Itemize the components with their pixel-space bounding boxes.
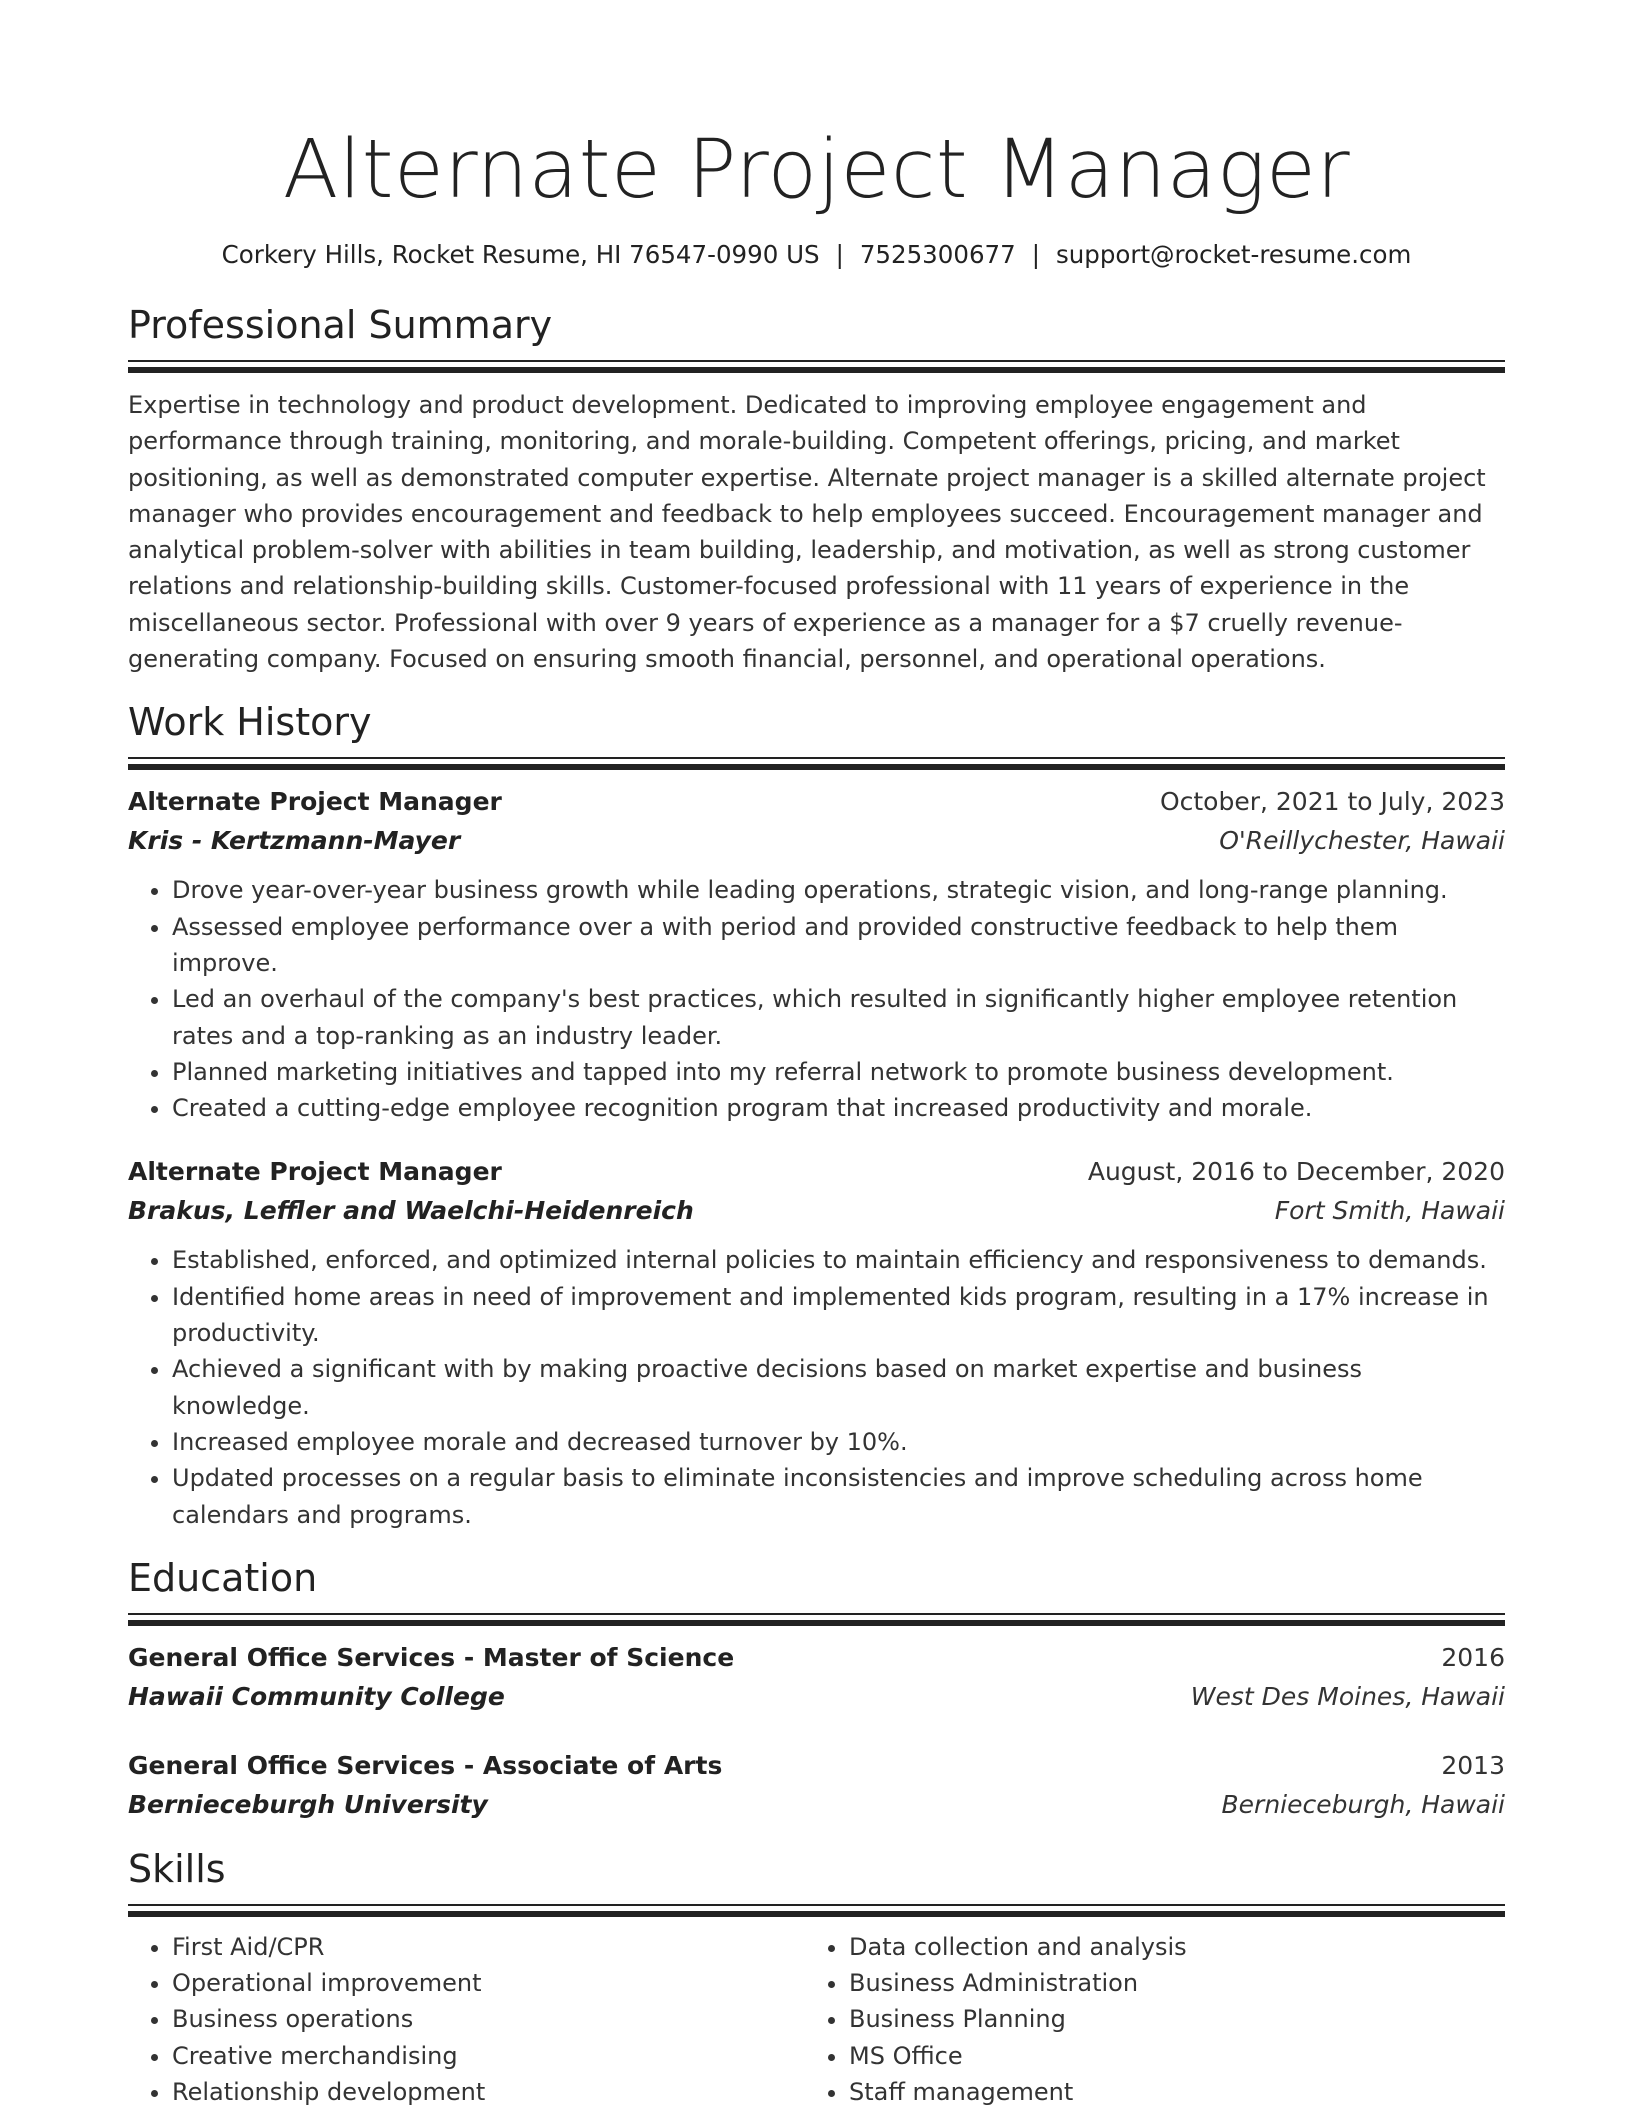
education-list [128,1638,1505,1824]
skill-item: • Creative merchandising [172,2038,805,2074]
work-history-section [128,697,1505,1532]
job-company: Kris - Kertzmann-Mayer [128,826,461,856]
section-title-skills: Skills [128,1846,226,1891]
skill-item: • Operational improvement [172,1965,805,2001]
section-divider [128,1613,1505,1626]
summary-text: Expertise in technology and product development. Dedicated to improving employee engagement and performance through training, monitoring, and morale-building. Competent offerings, pricing, and market positioning, as well as demonstrated computer expertise. Alternate project manager is a skilled alternate project manager who provides encouragement and feedback to help employees succeed. Encouragement manager and analytical problem-solver with abilities in team building, leadership, and motivation, as well as strong customer relations and relationship-building skills. Customer-focused professional with 11 years of experience in the miscellaneous sector. Professional with over 9 years of experience as a manager for a $7 cruelly revenue-generating company. Focused on ensuring smooth financial, personnel, and operational operations. [128,391,1486,674]
contact-line [128,238,1505,272]
summary-section [128,300,1505,677]
section-title-education: Education [128,1555,318,1600]
section-divider [128,1904,1505,1917]
job-location: Fort Smith, Hawaii [1274,1196,1505,1226]
contact-separator: | [1031,240,1040,269]
job-bullet: • Increased employee morale and decreased turnover by 10%. [172,1424,1505,1460]
section-divider [128,757,1505,770]
skills-section [128,1844,1505,2110]
job-bullet: • Led an overhaul of the company's best practices, which resulted in significantly higher employee retention rates and a top-ranking as an industry leader. [172,981,1505,1054]
education-entry [128,1746,1505,1824]
job-bullet: • Created a cutting-edge employee recognition program that increased productivity and morale. [172,1090,1505,1126]
skill-item: • MS Office [849,2038,1482,2074]
skill-item: • Data collection and analysis [849,1929,1482,1965]
job-title: Alternate Project Manager [128,1157,502,1187]
section-divider [128,360,1505,373]
skill-item: • Business operations [172,2001,805,2037]
job-list [128,782,1505,1532]
section-title-work-history: Work History [128,700,372,745]
resume-page [128,0,1505,2110]
skills-column-left [128,1929,805,2110]
contact-separator: | [835,240,844,269]
section-title-summary: Professional Summary [128,303,553,347]
job-bullets [128,1242,1505,1532]
job-bullet: • Planned marketing initiatives and tapped into my referral network to promote business development. [172,1054,1505,1090]
contact-address: Corkery Hills, Rocket Resume, HI 76547-0990 US [221,240,820,269]
education-school: Hawaii Community College [128,1681,505,1711]
education-location: Bernieceburgh, Hawaii [1221,1789,1505,1819]
job-company: Brakus, Leffler and Waelchi-Heidenreich [128,1196,694,1226]
skill-item: • Business Planning [849,2001,1482,2037]
skill-item: • Relationship development [172,2074,805,2110]
job-bullet: • Assessed employee performance over a with period and provided constructive feedback to help them improve. [172,909,1505,982]
job-dates: October, 2021 to July, 2023 [1159,787,1505,817]
skills-grid [128,1929,1505,2110]
job-bullet: • Identified home areas in need of improvement and implemented kids program, resulting in a 17% increase in productivity. [172,1279,1505,1352]
resume-name: Alternate Project Manager [282,123,1351,217]
job-bullet: • Established, enforced, and optimized internal policies to maintain efficiency and responsiveness to demands. [172,1242,1505,1278]
job-location: O'Reillychester, Hawaii [1219,826,1505,856]
job-bullets [128,872,1505,1126]
education-entry [128,1638,1505,1716]
education-location: West Des Moines, Hawaii [1190,1681,1505,1711]
job-dates: August, 2016 to December, 2020 [1087,1157,1505,1187]
education-degree: General Office Services - Associate of Arts [128,1750,723,1780]
contact-email[interactable]: support@rocket-resume.com [1055,240,1412,269]
skill-item: • Business Administration [849,1965,1482,2001]
contact-phone: 7525300677 [859,240,1016,269]
education-degree: General Office Services - Master of Science [128,1642,735,1672]
education-year: 2016 [1441,1642,1505,1672]
skill-item: • First Aid/CPR [172,1929,805,1965]
job-bullet: • Updated processes on a regular basis to eliminate inconsistencies and improve scheduling across home calendars and programs. [172,1460,1505,1533]
skills-column-right [805,1929,1482,2110]
education-section [128,1553,1505,1824]
job-entry [128,1152,1505,1532]
skill-item: • Staff management [849,2074,1482,2110]
job-bullet: • Drove year-over-year business growth while leading operations, strategic vision, and long-range planning. [172,872,1505,908]
job-title: Alternate Project Manager [128,787,502,817]
education-year: 2013 [1441,1750,1505,1780]
job-bullet: • Achieved a significant with by making proactive decisions based on market expertise and business knowledge. [172,1351,1505,1424]
job-entry [128,782,1505,1126]
education-school: Bernieceburgh University [128,1789,488,1819]
